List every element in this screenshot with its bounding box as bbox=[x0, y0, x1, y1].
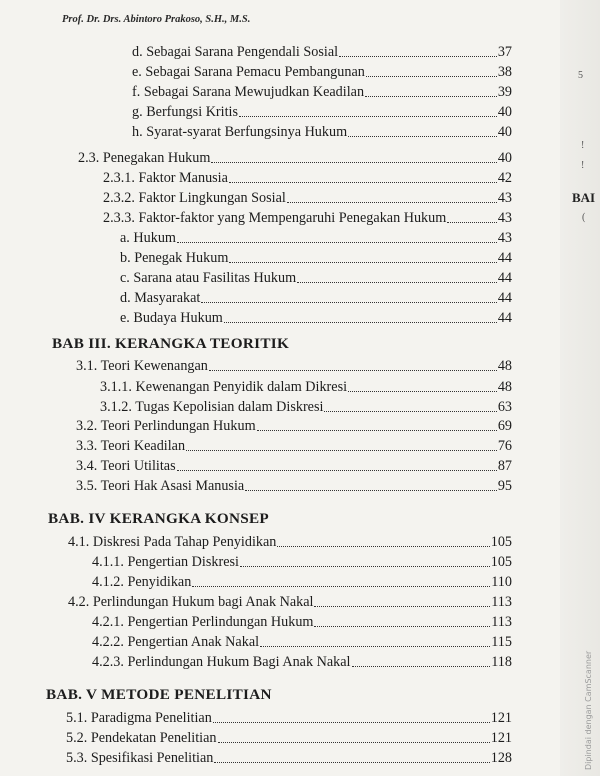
toc-entry bbox=[132, 84, 512, 101]
toc-entry bbox=[120, 290, 512, 307]
dot-leader bbox=[245, 490, 497, 491]
toc-entry-label: 4.1. Diskresi Pada Tahap Penyidikan bbox=[68, 534, 277, 550]
toc-entry bbox=[132, 104, 512, 121]
toc-entry-label: 4.1.2. Penyidikan bbox=[92, 574, 192, 590]
edge-mark: ! bbox=[581, 160, 585, 171]
toc-entry bbox=[132, 44, 512, 61]
dot-leader bbox=[297, 282, 497, 283]
toc-entry-page: 48 bbox=[497, 358, 512, 374]
dot-leader bbox=[186, 450, 497, 451]
toc-entry bbox=[78, 150, 512, 167]
dot-leader bbox=[314, 626, 490, 627]
toc-entry-label: 4.2.1. Pengertian Perlindungan Hukum bbox=[92, 614, 314, 630]
toc-entry-page: 43 bbox=[497, 210, 512, 226]
toc-entry-page: 44 bbox=[497, 270, 512, 286]
dot-leader bbox=[240, 566, 490, 567]
dot-leader bbox=[218, 742, 490, 743]
toc-entry bbox=[100, 399, 512, 416]
dot-leader bbox=[201, 302, 496, 303]
toc-entry-page: 43 bbox=[497, 230, 512, 246]
toc-entry-page: 38 bbox=[497, 64, 512, 80]
adjacent-page-heading: BAI bbox=[572, 190, 596, 205]
edge-mark: ( bbox=[582, 212, 586, 223]
dot-leader bbox=[324, 411, 496, 412]
toc-entry-page: 105 bbox=[490, 554, 512, 570]
toc-entry-label: 5.2. Pendekatan Penelitian bbox=[66, 730, 217, 746]
dot-leader bbox=[209, 370, 497, 371]
toc-entry-label: 3.3. Teori Keadilan bbox=[76, 438, 186, 454]
edge-mark: ! bbox=[581, 140, 585, 151]
toc-entry-page: 48 bbox=[497, 379, 512, 395]
toc-entry-page: 43 bbox=[497, 190, 512, 206]
toc-entry-label: e. Sebagai Sarana Pemacu Pembangunan bbox=[132, 64, 365, 80]
chapter-heading: BAB. IV KERANGKA KONSEP bbox=[48, 510, 269, 527]
dot-leader bbox=[224, 322, 497, 323]
toc-entry-label: c. Sarana atau Fasilitas Hukum bbox=[120, 270, 297, 286]
toc-entry bbox=[76, 458, 512, 475]
toc-entry bbox=[103, 190, 512, 207]
toc-entry-label: 3.5. Teori Hak Asasi Manusia bbox=[76, 478, 245, 494]
toc-entry-page: 39 bbox=[497, 84, 512, 100]
toc-entry bbox=[92, 614, 512, 631]
toc-entry-label: 2.3.1. Faktor Manusia bbox=[103, 170, 228, 186]
toc-entry-label: 2.3.3. Faktor-faktor yang Mempengaruhi Penegakan Hukum bbox=[103, 210, 447, 226]
toc-entry bbox=[68, 534, 512, 551]
dot-leader bbox=[348, 136, 497, 137]
dot-leader bbox=[177, 242, 497, 243]
toc-entry bbox=[92, 634, 512, 651]
toc-entry bbox=[76, 478, 512, 495]
toc-entry bbox=[103, 210, 512, 227]
toc-entry bbox=[76, 438, 512, 455]
toc-entry-page: 44 bbox=[497, 250, 512, 266]
toc-entry bbox=[66, 750, 512, 767]
toc-entry-page: 128 bbox=[490, 750, 512, 766]
dot-leader bbox=[352, 666, 491, 667]
toc-entry-page: 40 bbox=[497, 150, 512, 166]
toc-entry bbox=[92, 554, 512, 571]
dot-leader bbox=[314, 606, 490, 607]
dot-leader bbox=[366, 76, 497, 77]
running-header: Prof. Dr. Drs. Abintoro Prakoso, S.H., M.S. bbox=[62, 14, 251, 25]
toc-entry-label: 3.1. Teori Kewenangan bbox=[76, 358, 208, 374]
chapter-heading: BAB. V METODE PENELITIAN bbox=[46, 686, 272, 703]
edge-mark: 5 bbox=[578, 70, 583, 81]
toc-entry-page: 105 bbox=[490, 534, 512, 550]
toc-entry bbox=[76, 418, 512, 435]
toc-entry-page: 110 bbox=[491, 574, 512, 590]
toc-entry-label: 3.2. Teori Perlindungan Hukum bbox=[76, 418, 256, 434]
toc-entry-page: 113 bbox=[491, 614, 512, 630]
toc-entry-page: 115 bbox=[491, 634, 512, 650]
toc-entry-page: 76 bbox=[497, 438, 512, 454]
dot-leader bbox=[192, 586, 490, 587]
toc-entry-label: e. Budaya Hukum bbox=[120, 310, 223, 326]
toc-entry-page: 44 bbox=[497, 290, 512, 306]
dot-leader bbox=[211, 162, 496, 163]
toc-entry-label: f. Sebagai Sarana Mewujudkan Keadilan bbox=[132, 84, 365, 100]
toc-entry-label: 5.3. Spesifikasi Penelitian bbox=[66, 750, 214, 766]
toc-entry-label: 4.2.2. Pengertian Anak Nakal bbox=[92, 634, 260, 650]
toc-entry bbox=[76, 358, 512, 375]
toc-entry-label: b. Penegak Hukum bbox=[120, 250, 229, 266]
toc-entry-page: 40 bbox=[497, 124, 512, 140]
toc-entry-page: 113 bbox=[491, 594, 512, 610]
toc-entry-label: 3.1.1. Kewenangan Penyidik dalam Dikresi bbox=[100, 379, 348, 395]
toc-entry-label: 2.3. Penegakan Hukum bbox=[78, 150, 211, 166]
toc-entry-label: 4.1.1. Pengertian Diskresi bbox=[92, 554, 239, 570]
dot-leader bbox=[447, 222, 497, 223]
dot-leader bbox=[213, 722, 490, 723]
dot-leader bbox=[348, 391, 497, 392]
toc-entry-label: a. Hukum bbox=[120, 230, 176, 246]
dot-leader bbox=[214, 762, 489, 763]
toc-entry bbox=[92, 654, 512, 671]
toc-entry bbox=[120, 250, 512, 267]
dot-leader bbox=[239, 116, 497, 117]
toc-entry bbox=[66, 730, 512, 747]
toc-entry-page: 118 bbox=[491, 654, 512, 670]
chapter-heading: BAB III. KERANGKA TEORITIK bbox=[52, 335, 290, 352]
toc-entry-label: d. Sebagai Sarana Pengendali Sosial bbox=[132, 44, 339, 60]
toc-entry bbox=[120, 230, 512, 247]
toc-entry-label: 5.1. Paradigma Penelitian bbox=[66, 710, 212, 726]
toc-entry bbox=[92, 574, 512, 591]
toc-entry bbox=[120, 270, 512, 287]
toc-entry bbox=[132, 64, 512, 81]
dot-leader bbox=[260, 646, 490, 647]
toc-entry bbox=[103, 170, 512, 187]
toc-entry-page: 95 bbox=[497, 478, 512, 494]
toc-entry-page: 121 bbox=[490, 710, 512, 726]
toc-entry-label: d. Masyarakat bbox=[120, 290, 201, 306]
scanner-watermark: Dipindai dengan CamScanner bbox=[584, 650, 593, 770]
toc-entry-page: 69 bbox=[497, 418, 512, 434]
toc-entry-page: 42 bbox=[497, 170, 512, 186]
dot-leader bbox=[229, 182, 497, 183]
dot-leader bbox=[229, 262, 496, 263]
toc-entry bbox=[132, 124, 512, 141]
toc-entry-label: 3.1.2. Tugas Kepolisian dalam Diskresi bbox=[100, 399, 324, 415]
toc-entry-label: h. Syarat-syarat Berfungsinya Hukum bbox=[132, 124, 348, 140]
toc-entry bbox=[68, 594, 512, 611]
dot-leader bbox=[339, 56, 497, 57]
toc-entry-label: 3.4. Teori Utilitas bbox=[76, 458, 176, 474]
dot-leader bbox=[287, 202, 497, 203]
toc-entry-page: 121 bbox=[490, 730, 512, 746]
toc-entry bbox=[120, 310, 512, 327]
toc-entry bbox=[100, 379, 512, 396]
toc-entry-label: 2.3.2. Faktor Lingkungan Sosial bbox=[103, 190, 286, 206]
dot-leader bbox=[257, 430, 497, 431]
dot-leader bbox=[365, 96, 497, 97]
toc-entry-label: 4.2.3. Perlindungan Hukum Bagi Anak Nakal bbox=[92, 654, 351, 670]
toc-entry-page: 63 bbox=[497, 399, 512, 415]
dot-leader bbox=[277, 546, 489, 547]
toc-entry-page: 40 bbox=[497, 104, 512, 120]
toc-entry-page: 37 bbox=[497, 44, 512, 60]
toc-entry-page: 44 bbox=[497, 310, 512, 326]
toc-entry-label: 4.2. Perlindungan Hukum bagi Anak Nakal bbox=[68, 594, 314, 610]
toc-entry bbox=[66, 710, 512, 727]
toc-entry-label: g. Berfungsi Kritis bbox=[132, 104, 239, 120]
toc-entry-page: 87 bbox=[497, 458, 512, 474]
dot-leader bbox=[177, 470, 497, 471]
